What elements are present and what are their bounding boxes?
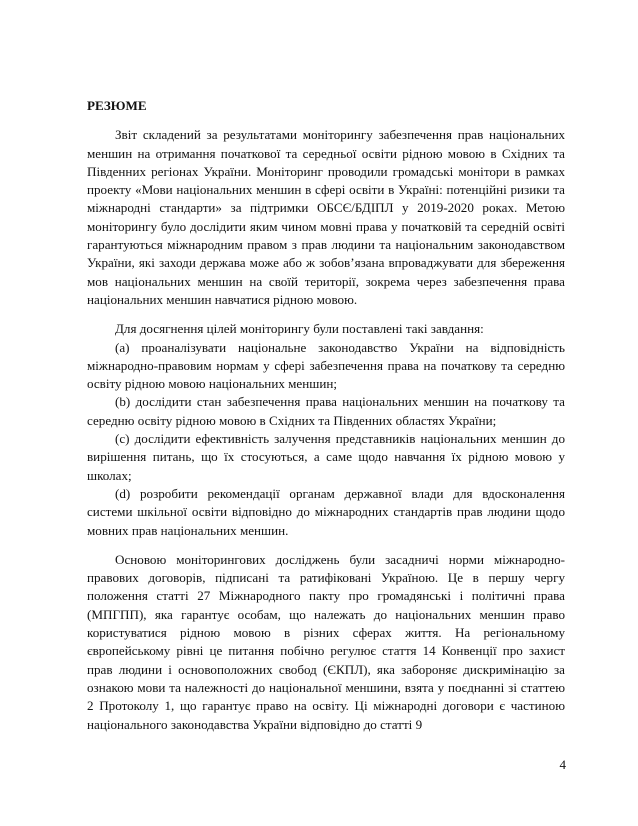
task-item-c: (c) дослідити ефективність залучення представників національних меншин до вирішення питань, що їх стосуються, а саме щодо навчання їх рідною мовою у школах; xyxy=(87,431,565,483)
section-title: РЕЗЮМЕ xyxy=(87,98,147,113)
task-item-a: (a) проаналізувати національне законодавство України на відповідність міжнародно-правовим нормам у сфері забезпечення права на початкову та середню освіту рідною мовою національних меншин; xyxy=(87,339,565,392)
page-number: 4 xyxy=(559,757,566,772)
task-item-d: (d) розробити рекомендації органам державної влади для вдосконалення системи шкільної освіти відповідно до міжнародних стандартів прав людини щодо мовних прав національних меншин. xyxy=(87,485,565,538)
tasks-intro-paragraph: Для досягнення цілей моніторингу були поставлені такі завдання: xyxy=(115,321,484,337)
page-content xyxy=(87,97,565,734)
summary-paragraph: Звіт складений за результатами моніторингу забезпечення прав національних меншин на отримання початкової та середньої освіти рідною мовою в Східних та Південних регіонах України. Моніторинг проводили громадські монітори в рамках проекту «Мови національних меншин в сфері освіти в Україні: потенційні ризики та міжнародні стандарти» за підтримки ОБСЄ/БДІПЛ у 2019-2020 роках. Метою моніторингу було дослідити яким чином мовні права у початковій та середній освіті гарантуються міжнародним правом з прав людини та національним законодавством України, які заходи держава може або ж зобов’язана впроваджувати для збереження мов національних меншин на своїй території, зокрема через забезпечення права національних меншин навчатися рідною мовою. xyxy=(87,127,565,307)
legal-basis-paragraph: Основою моніторингових досліджень були засадничі норми міжнародно-правових договорів, підписані та ратифіковані Україною. Це в першу чергу положення статті 27 Міжнародного пакту про громадянські і політичні права (МПГПП), яка гарантує особам, що належать до національних меншин право користуватися рідною мовою в різних сферах життя. На регіональному європейському рівні це питання побічно регулює стаття 14 Конвенції про захист прав людини і основоположних свобод (ЄКПЛ), яка забороняє дискримінацію за ознакою мови та належності до національної меншини, взята у поєднанні зі статтею 2 Протоколу 1, що гарантує право на освіту. Ці міжнародні договори є частиною національного законодавства України відповідно до статті 9 xyxy=(87,551,565,732)
task-item-b: (b) дослідити стан забезпечення права національних меншин на початкову та середню освіту рідною мовою в Східних та Південних областях України; xyxy=(87,394,565,428)
